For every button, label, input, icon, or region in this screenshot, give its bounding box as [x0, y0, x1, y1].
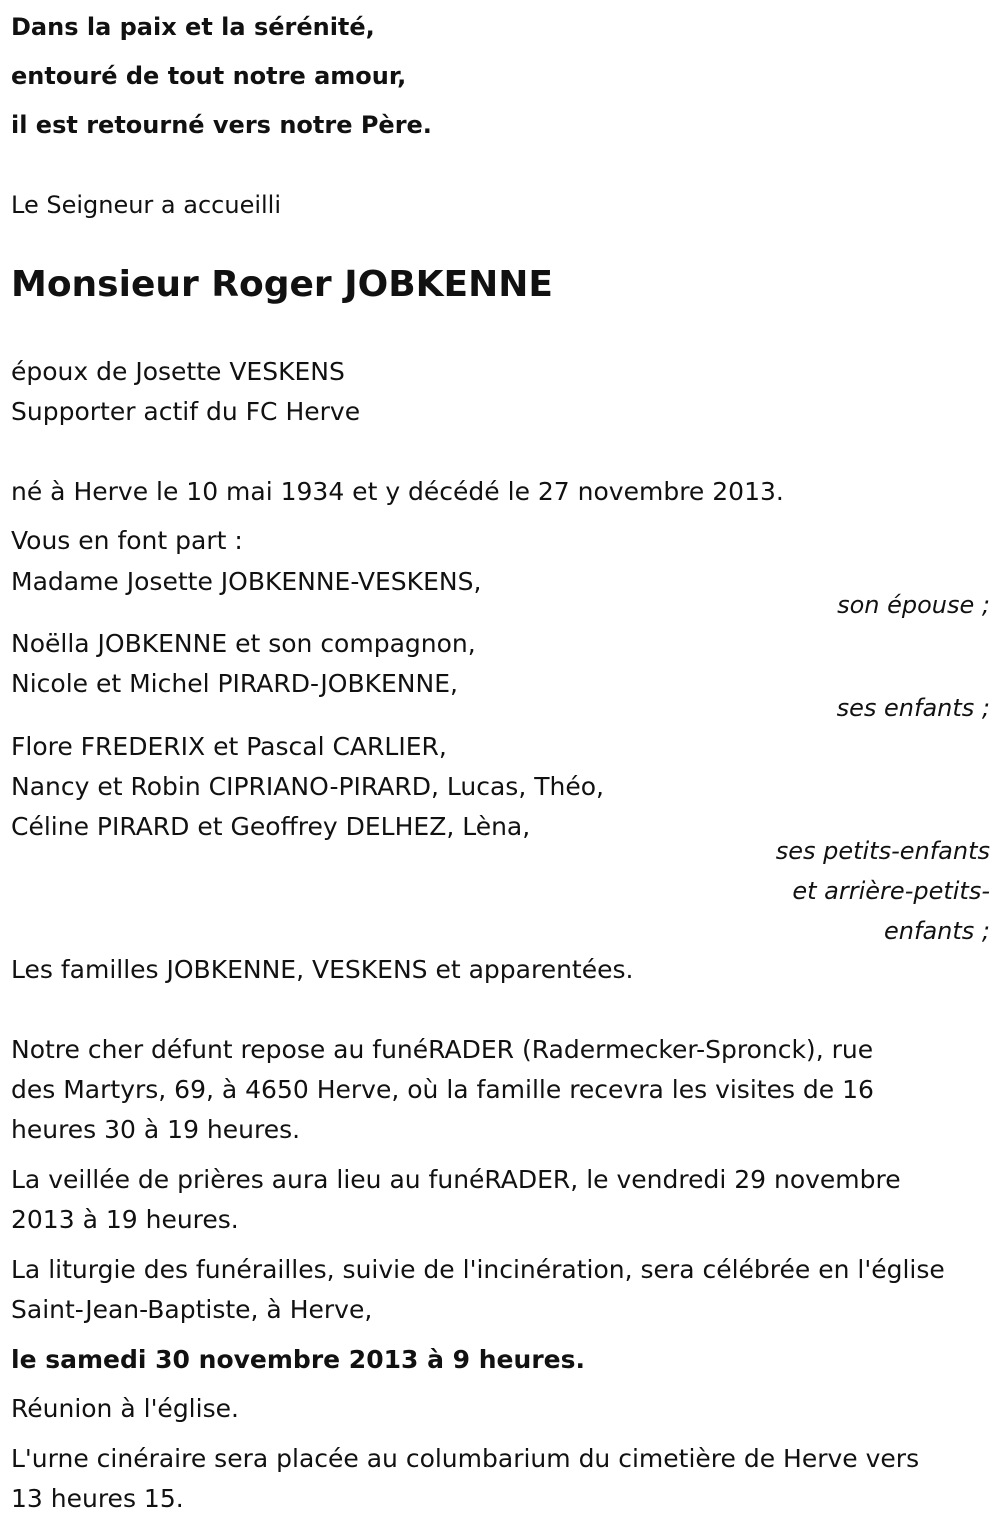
intro-line-3: il est retourné vers notre Père.	[11, 111, 432, 139]
repose-line: heures 30 à 19 heures.	[11, 1115, 301, 1144]
birth-death-line: né à Herve le 10 mai 1934 et y décédé le 27 novembre 2013.	[11, 477, 784, 506]
club-line: Supporter actif du FC Herve	[11, 397, 361, 426]
children-relation: ses enfants ;	[836, 694, 990, 722]
child-line: Noëlla JOBKENNE et son compagnon,	[11, 629, 476, 658]
intro-line-1: Dans la paix et la sérénité,	[11, 13, 375, 41]
vigil-line: 2013 à 19 heures.	[11, 1205, 239, 1234]
urn-line: 13 heures 15.	[11, 1484, 184, 1513]
announcement: Le Seigneur a accueilli	[11, 191, 282, 219]
vigil-line: La veillée de prières aura lieu au funéRADER, le vendredi 29 novembre	[11, 1165, 901, 1194]
grandchild-line: Flore FREDERIX et Pascal CARLIER,	[11, 732, 447, 761]
deceased-name: Monsieur Roger JOBKENNE	[11, 264, 553, 305]
grandchild-line: Céline PIRARD et Geoffrey DELHEZ, Lèna,	[11, 812, 531, 841]
grandchildren-relation-line: et arrière-petits-	[792, 877, 990, 905]
meeting-line: Réunion à l'église.	[11, 1394, 239, 1423]
liturgy-line: Saint-Jean-Baptiste, à Herve,	[11, 1295, 373, 1324]
funeral-date: le samedi 30 novembre 2013 à 9 heures.	[11, 1345, 585, 1374]
other-families: Les familles JOBKENNE, VESKENS et apparentées.	[11, 955, 634, 984]
liturgy-line: La liturgie des funérailles, suivie de l'incinération, sera célébrée en l'église	[11, 1255, 945, 1284]
family-intro: Vous en font part :	[11, 526, 243, 555]
grandchildren-relation-line: enfants ;	[884, 917, 990, 945]
spouse-relation: son épouse ;	[837, 591, 990, 619]
grandchild-line: Nancy et Robin CIPRIANO-PIRARD, Lucas, Théo,	[11, 772, 604, 801]
spouse-name: Madame Josette JOBKENNE-VESKENS,	[11, 567, 482, 596]
child-line: Nicole et Michel PIRARD-JOBKENNE,	[11, 669, 458, 698]
spouse-line: époux de Josette VESKENS	[11, 357, 345, 386]
urn-line: L'urne cinéraire sera placée au columbarium du cimetière de Herve vers	[11, 1444, 920, 1473]
intro-line-2: entouré de tout notre amour,	[11, 62, 407, 90]
repose-line: des Martyrs, 69, à 4650 Herve, où la famille recevra les visites de 16	[11, 1075, 874, 1104]
repose-line: Notre cher défunt repose au funéRADER (Radermecker-Spronck), rue	[11, 1035, 874, 1064]
grandchildren-relation-line: ses petits-enfants	[775, 837, 990, 865]
